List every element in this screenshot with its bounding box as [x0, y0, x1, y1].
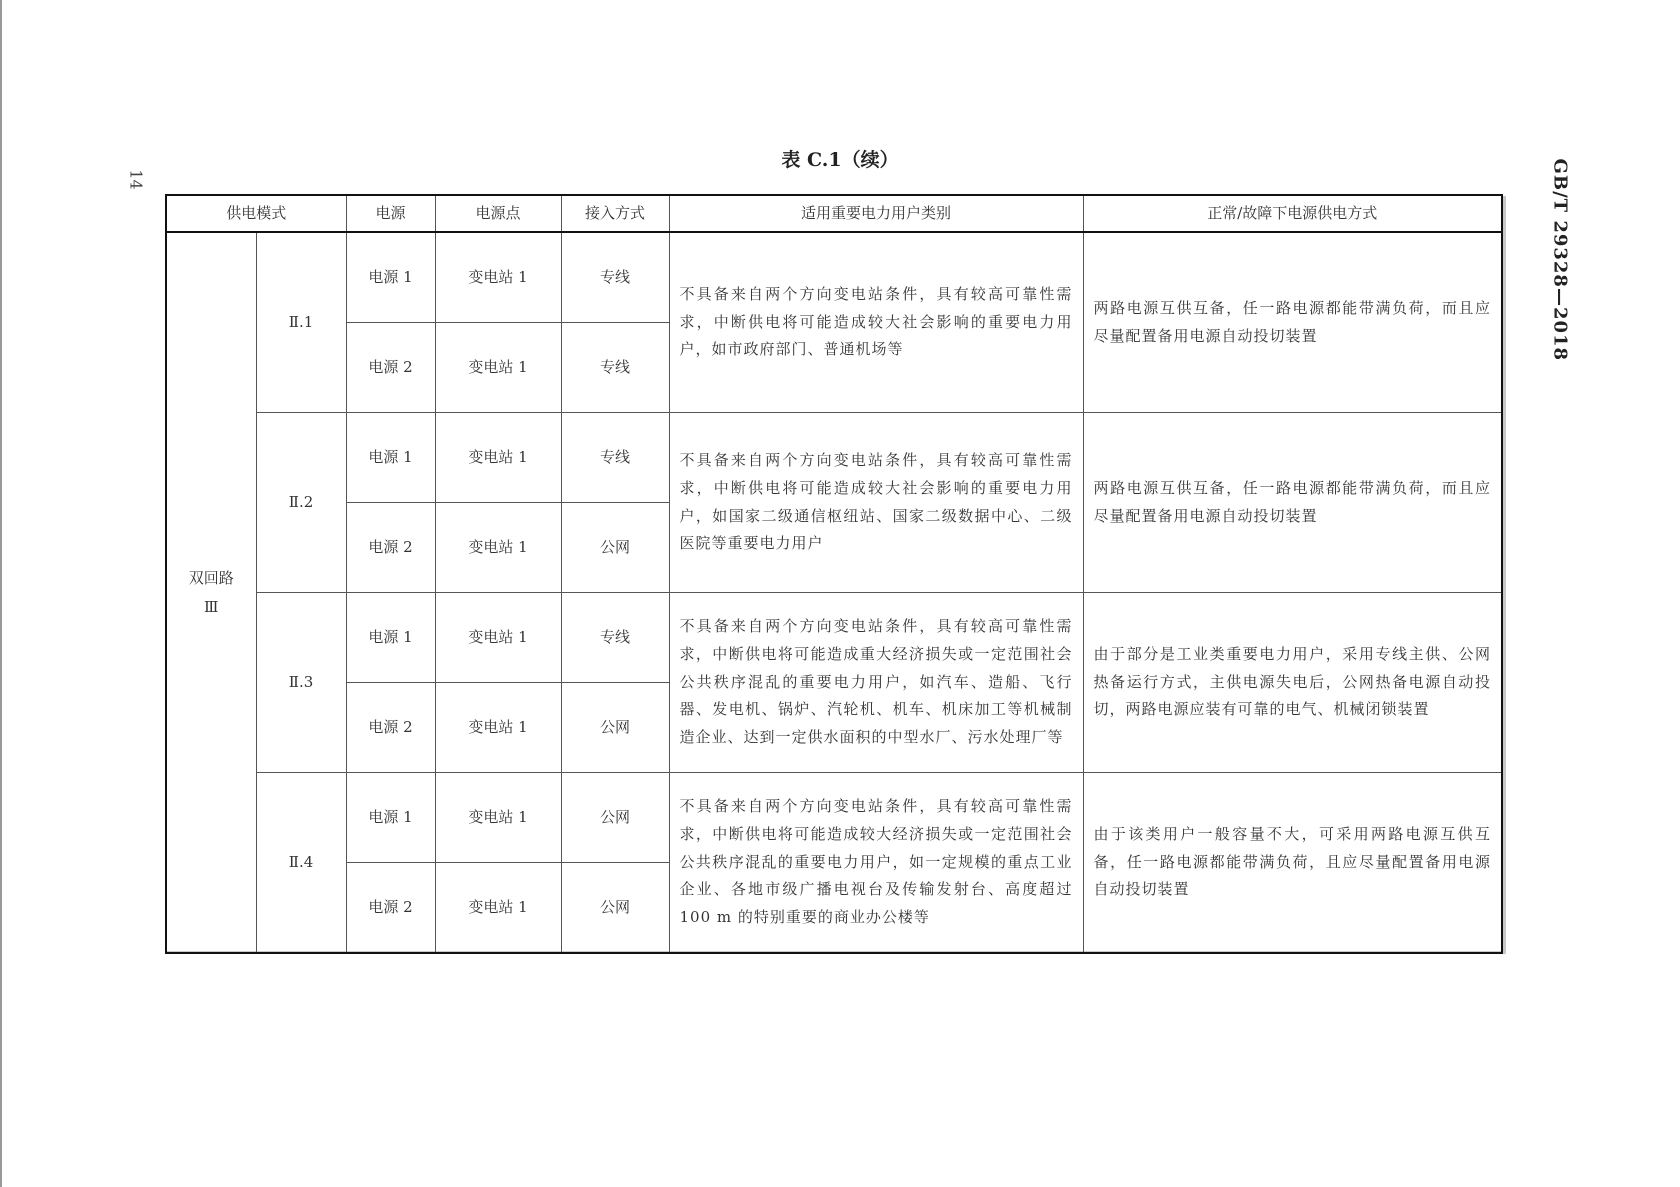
table-shadow-right — [1503, 196, 1506, 951]
table-row — [166, 773, 1502, 863]
table-row — [166, 232, 1502, 323]
supply-cell: 两路电源互供互备，任一路电源都能带满负荷，而且应尽量配置备用电源自动投切装置 — [1083, 232, 1502, 413]
header-mode: 供电模式 — [166, 195, 346, 232]
standard-code: GB/T 29328—2018 — [1549, 158, 1571, 362]
access-cell: 公网 — [561, 503, 669, 593]
supply-cell: 两路电源互供互备，任一路电源都能带满负荷，而且应尽量配置备用电源自动投切装置 — [1083, 413, 1502, 593]
page-number: 14 — [126, 169, 146, 190]
supply-cell: 由于部分是工业类重要电力用户，采用专线主供、公网热备运行方式，主供电源失电后，公网热备电源自动投切，两路电源应装有可靠的电气、机械闭锁装置 — [1083, 593, 1502, 773]
table-row — [166, 413, 1502, 503]
header-point: 电源点 — [435, 195, 561, 232]
access-cell: 专线 — [561, 413, 669, 503]
point-cell: 变电站 1 — [435, 413, 561, 503]
table-title: 表 C.1（续） — [781, 149, 899, 171]
source-cell: 电源 2 — [346, 683, 435, 773]
sub-mode-code: Ⅱ.3 — [256, 593, 346, 773]
source-cell: 电源 2 — [346, 863, 435, 954]
source-cell: 电源 2 — [346, 323, 435, 413]
source-cell: 电源 1 — [346, 413, 435, 503]
header-access: 接入方式 — [561, 195, 669, 232]
source-cell: 电源 1 — [346, 773, 435, 863]
sub-mode-code: Ⅱ.2 — [256, 413, 346, 593]
point-cell: 变电站 1 — [435, 683, 561, 773]
table-row — [166, 593, 1502, 683]
access-cell: 专线 — [561, 593, 669, 683]
category-cell: 不具备来自两个方向变电站条件，具有较高可靠性需求，中断供电将可能造成较大经济损失或一定范围社会公共秩序混乱的重要电力用户，如一定规模的重点工业企业、各地市级广播电视台及传输发射台、高度超过 100 m 的特别重要的商业办公楼等 — [669, 773, 1083, 954]
point-cell: 变电站 1 — [435, 773, 561, 863]
header-row — [166, 195, 1502, 232]
category-cell: 不具备来自两个方向变电站条件，具有较高可靠性需求，中断供电将可能造成重大经济损失或一定范围社会公共秩序混乱的重要电力用户，如汽车、造船、飞行器、发电机、锅炉、汽轮机、机车、机床加工等机械制造企业、达到一定供水面积的中型水厂、污水处理厂等 — [669, 593, 1083, 773]
source-cell: 电源 1 — [346, 593, 435, 683]
point-cell: 变电站 1 — [435, 232, 561, 323]
point-cell: 变电站 1 — [435, 593, 561, 683]
point-cell: 变电站 1 — [435, 503, 561, 593]
access-cell: 公网 — [561, 863, 669, 954]
access-cell: 公网 — [561, 683, 669, 773]
source-cell: 电源 2 — [346, 503, 435, 593]
header-category: 适用重要电力用户类别 — [669, 195, 1083, 232]
header-source: 电源 — [346, 195, 435, 232]
category-cell: 不具备来自两个方向变电站条件，具有较高可靠性需求，中断供电将可能造成较大社会影响的重要电力用户，如国家二级通信枢纽站、国家二级数据中心、二级医院等重要电力用户 — [669, 413, 1083, 593]
source-cell: 电源 1 — [346, 232, 435, 323]
supply-cell: 由于该类用户一般容量不大，可采用两路电源互供互备，任一路电源都能带满负荷，且应尽量配置备用电源自动投切装置 — [1083, 773, 1502, 954]
group-label: 双回路 Ⅲ — [166, 232, 256, 953]
category-cell: 不具备来自两个方向变电站条件，具有较高可靠性需求，中断供电将可能造成较大社会影响的重要电力用户，如市政府部门、普通机场等 — [669, 232, 1083, 413]
access-cell: 专线 — [561, 323, 669, 413]
sub-mode-code: Ⅱ.1 — [256, 232, 346, 413]
header-supply: 正常/故障下电源供电方式 — [1083, 195, 1502, 232]
point-cell: 变电站 1 — [435, 863, 561, 954]
power-supply-table — [165, 194, 1503, 954]
sub-mode-code: Ⅱ.4 — [256, 773, 346, 954]
access-cell: 公网 — [561, 773, 669, 863]
access-cell: 专线 — [561, 232, 669, 323]
point-cell: 变电站 1 — [435, 323, 561, 413]
